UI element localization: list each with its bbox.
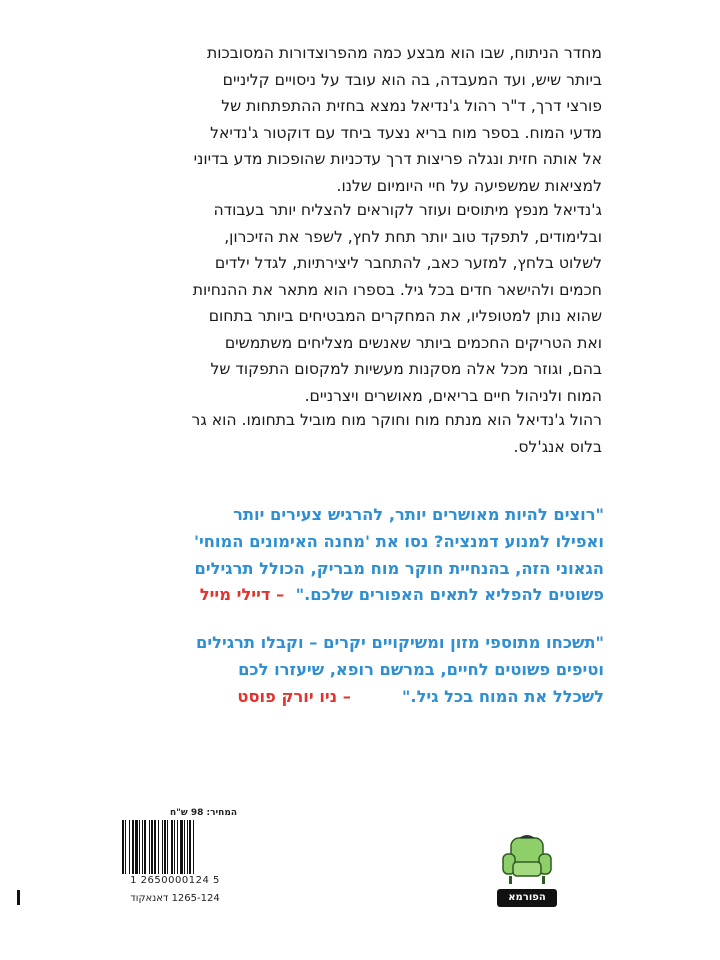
barcode-code: 1265-124 דאנאקוד [130,893,220,904]
p2-line: ובלימודים, לתפקד טוב יותר תחת לחץ, לשפר את הזיכרון, [224,227,602,246]
review-quote-2 [110,630,604,710]
p1-line: מחדר הניתוח, שבו הוא מבצע כמה מהפרוצדורות המסובכות [207,44,602,62]
p1-line: ביותר שיש, ועד המעבדה, בה הוא עובד על ניסויים קליניים [222,70,602,89]
p2-line: חכמים ולהישאר חדים בכל גיל. בספרו הוא מתאר את ההנחיות [192,280,602,299]
description-paragraph-1 [118,40,602,199]
p3-line: רהול ג'נדיאל הוא מנתח מוח וחוקר מוח מוביל בתחומו. הוא גר [191,411,602,429]
quote-source-daily-mail: – דיילי מייל [199,585,285,605]
barcode-number: 1 2650000124 5 [130,875,220,886]
description-paragraph-2 [118,197,602,409]
p3-line: בלוס אנג'לס. [513,437,602,456]
q2-line: לשכלל את המוח בכל גיל." [401,686,604,706]
q2-line: "תשכחו מתוספי מזון ומשיקויים יקרים – וקבלו תרגילים [196,633,604,652]
quote-source-ny-post: – ניו יורק פוסט [237,686,351,706]
p2-line: בהם, וגוזר מכל אלה מסקנות מעשיות למקסום התפקוד של [210,360,602,378]
q1-line: "רוצים להיות מאושרים יותר, להרגיש צעירים יותר [233,505,604,524]
price-label: המחיר: 98 ש"ח [170,808,238,818]
p1-line: למציאות שמשפיעה על חיי היומיום שלנו. [336,176,602,195]
p2-line: לשלוט בלחץ, למזער כאב, להתחבר ליצירתיות, לגדל ילדים [214,254,602,272]
p2-line: ואת הטריקים החכמים ביותר שאנשים מצליחים משתמשים [224,333,602,352]
p1-line: אל אותה חזית ונגלה פריצות דרך עדכניות שהופכות מדע בדיוני [193,150,602,168]
page-edge-mark [17,890,20,905]
p2-line: המוח ולניהול חיים בריאים, מאושרים ויצרניים. [304,386,602,405]
author-bio [118,407,602,460]
q2-line: וטיפים פשוטים לחיים, במרשם רופא, שיעזרו לכם [238,659,604,679]
review-quote-1 [110,502,604,609]
q1-line: פשוטים להפליא לתאים האפורים שלכם." [295,585,604,605]
p2-line: שהוא נותן למטופליו, את המחקרים המבטיחים ביותר בתחום [208,307,602,325]
q1-line: הגאוני הזה, בהנחיית חוקר מוח מבריק, הכולל תרגילים [194,558,604,578]
p2-line: ג'נדיאל מנפץ מיתוסים ועוזר לקוראים להצליח יותר בעבודה [213,201,602,219]
p1-line: מדעי המוח. בספר מוח בריא נצעד ביחד עם דוקטור ג'נדיאל [210,123,602,142]
p1-line: פורצי דרך, ד"ר רהול ג'נדיאל נמצא בחזית ההתפתחות של [221,97,602,115]
armchair-icon [497,832,557,890]
q1-line: ואפילו למנוע דמנציה? נסו את 'מחנה האימונים המוחי' [193,531,604,551]
publisher-logo-label: הפורמא [497,889,557,907]
barcode-icon [120,820,230,874]
